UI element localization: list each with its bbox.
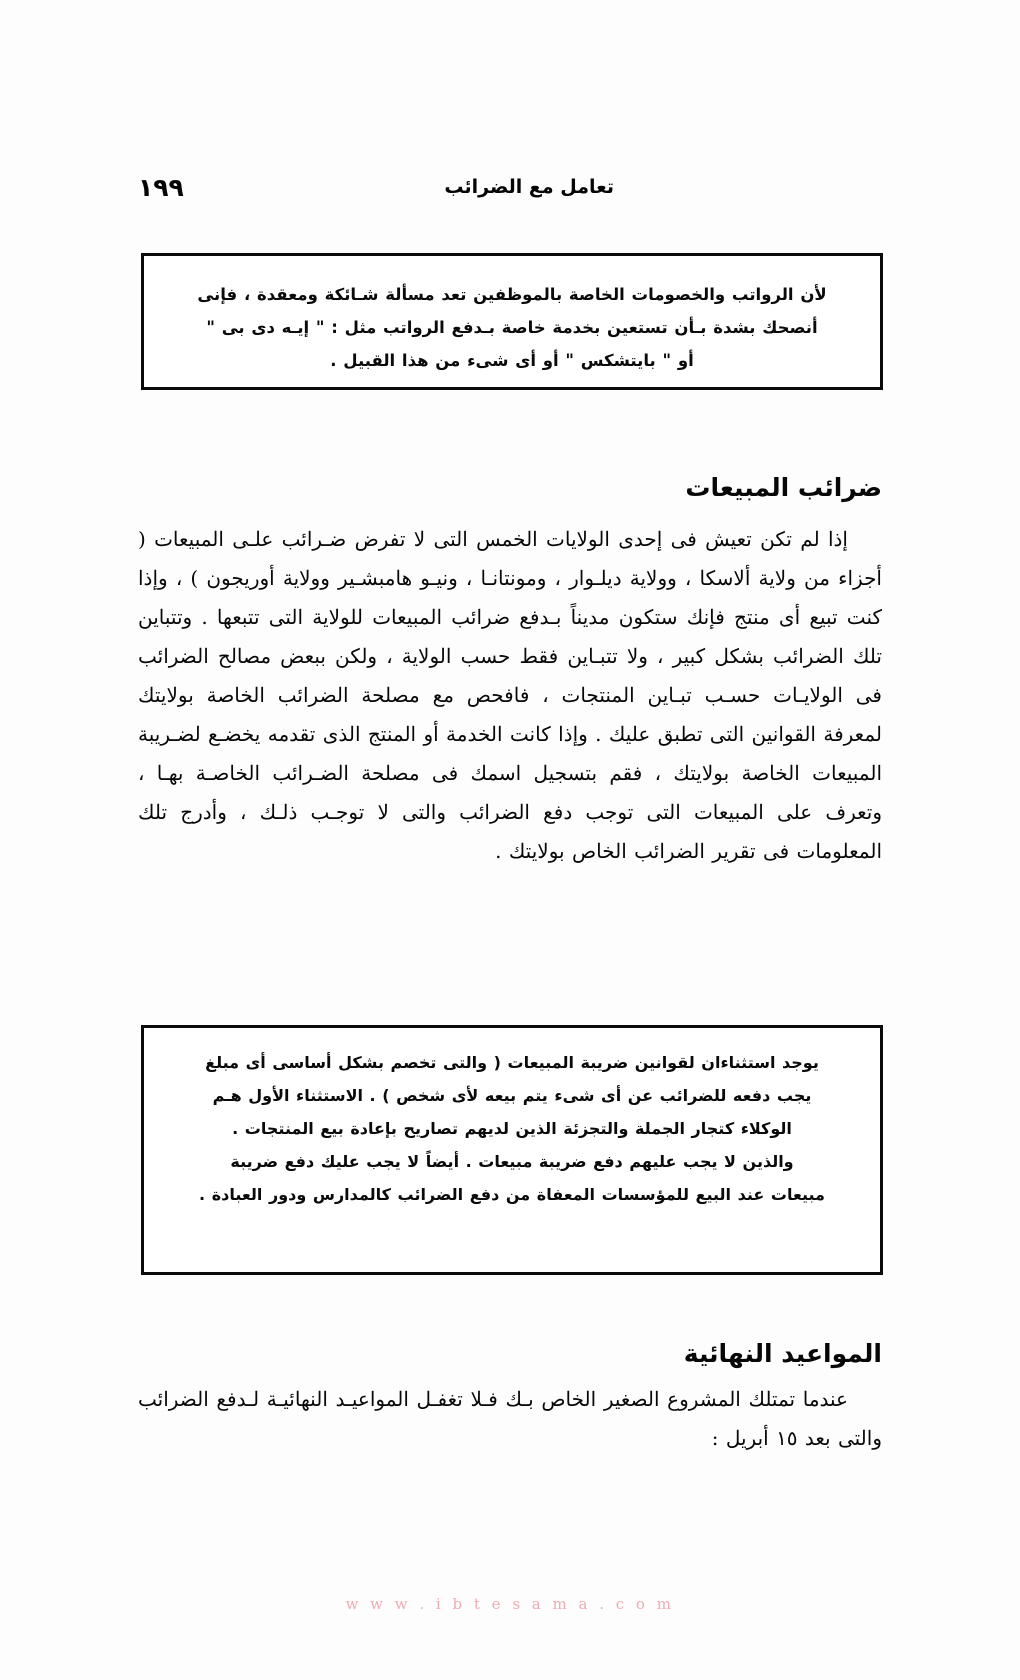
callout-box-payroll [141, 253, 883, 390]
body-paragraph-deadlines: عندما تمتلك المشروع الصغير الخاص بـك فـلا تغفـل المواعيـد النهائيـة لـدفع الضرائب والتى بعد ١٥ أبريل : [138, 1387, 882, 1450]
callout-line: يوجد استثناءان لقوانين ضريبة المبيعات ( والتى تخصم بشكل أساسى أى مبلغ [205, 1053, 819, 1072]
running-header [138, 170, 882, 204]
callout-box-sales-tax-exemptions [141, 1025, 883, 1275]
callout-line: أنصحك بشدة بـأن تستعين بخدمة خاصة بـدفع الرواتب مثل : " إيـه دى بى " [206, 318, 818, 337]
callout-box-payroll-content [144, 256, 880, 391]
callout-line: لأن الرواتب والخصومات الخاصة بالموظفين تعد مسألة شـائكة ومعقدة ، فإنى [197, 285, 827, 304]
book-section-title: تعامل مع الضرائب [444, 176, 614, 198]
callout-box-sales-tax-exemptions-content [144, 1028, 880, 1225]
callout-line: يجب دفعه للضرائب عن أى شىء يتم بيعه لأى شخص ) . الاستثناء الأول هـم [212, 1086, 812, 1105]
footer-watermark: w w w . i b t e s a m a . c o m [345, 1595, 675, 1613]
page-number: ١٩٩ [138, 172, 184, 202]
section-heading-sales-taxes: ضرائب المبيعات [685, 472, 882, 502]
callout-line: مبيعات عند البيع للمؤسسات المعفاة من دفع الضرائب كالمدارس ودور العبادة . [199, 1185, 825, 1204]
callout-line: أو " بايتشكس " أو أى شىء من هذا القبيل . [330, 351, 694, 370]
body-paragraph-sales-taxes: إذا لم تكن تعيش فى إحدى الولايات الخمس التى لا تفرض ضـرائب علـى المبيعات ( أجزاء من ولاية ألاسكا ، وولاية ديلـوار ، ومونتانـا ، ونيـو هامبشـير وولاية أوريجون ) ، وإذا كنت تبيع أى منتج فإنك ستكون مديناً بـدفع ضرائب المبيعات للولاية التى تتبعها . وتتباين تلك الضرائب بشكل كبير ، ولا تتبـاين فقط حسب الولاية ، ولكن ببعض مصالح الضرائب فى الولايـات حسـب تبـاين المنتجات ، فافحص مع مصلحة الضرائب الخاصة بولايتك لمعرفة القوانين التى تطبق عليك . وإذا كانت الخدمة أو المنتج الذى تقدمه يخضـع لضـريبة المبيعات الخاصة بولايتك ، فقم بتسجيل اسمك فى مصلحة الضـرائب الخاصـة بهـا ، وتعرف على المبيعات التى توجب دفع الضرائب والتى لا توجـب ذلـك ، وأدرج تلك المعلومات فى تقرير الضرائب الخاص بولايتك . [138, 527, 882, 863]
callout-line: والذين لا يجب عليهم دفع ضريبة مبيعات . أيضاً لا يجب عليك دفع ضريبة [230, 1152, 794, 1171]
callout-line: الوكلاء كتجار الجملة والتجزئة الذين لديهم تصاريح بإعادة بيع المنتجات . [232, 1119, 792, 1138]
section-heading-deadlines: المواعيد النهائية [683, 1338, 882, 1368]
